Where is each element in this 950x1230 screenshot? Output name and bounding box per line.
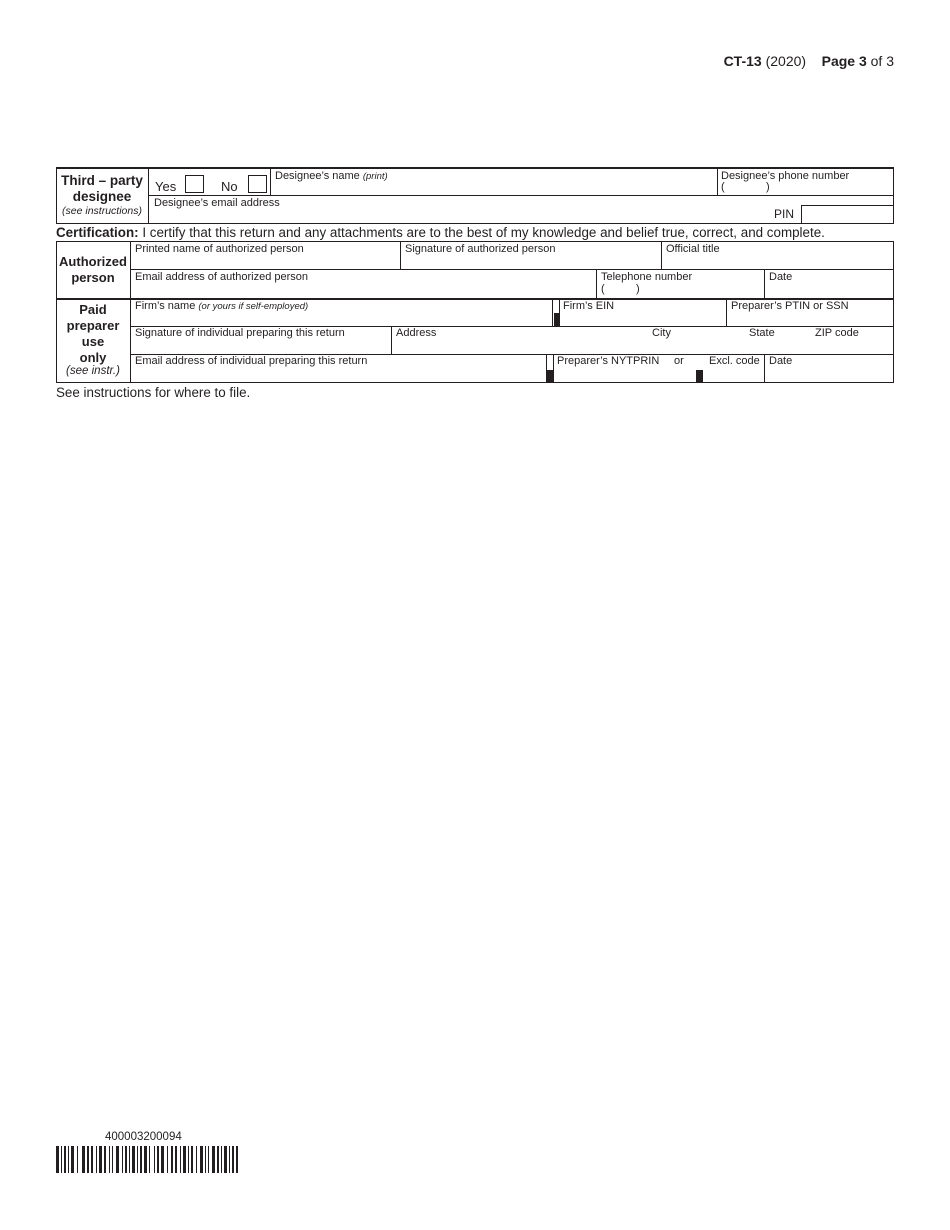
divider	[559, 300, 560, 326]
designee-note: (see instructions)	[62, 205, 142, 217]
preparer-title: Paid preparer use only	[66, 302, 120, 365]
official-title-label: Official title	[666, 243, 720, 255]
phone-open-paren: (	[721, 181, 725, 193]
designee-phone-field[interactable]	[719, 183, 892, 194]
designee-phone-label: Designee’s phone number	[721, 170, 850, 182]
form-id: CT-13	[723, 53, 762, 69]
zip-label: ZIP code	[815, 327, 859, 339]
divider	[764, 269, 765, 298]
authorized-email-field[interactable]	[132, 284, 594, 296]
or-label: or	[674, 355, 684, 367]
divider	[56, 223, 894, 224]
preparer-email-label: Email address of individual preparing this return	[135, 355, 368, 367]
preparer-signature-field[interactable]	[132, 340, 389, 353]
divider	[717, 167, 718, 195]
address-label: Address	[396, 327, 437, 339]
divider	[661, 241, 662, 269]
authorized-signature-field[interactable]	[402, 256, 659, 268]
divider	[553, 354, 554, 382]
field-marker	[696, 370, 703, 382]
designee-no-checkbox[interactable]	[248, 175, 267, 193]
preparer-date-field[interactable]	[766, 368, 892, 381]
telephone-label: Telephone number	[601, 271, 693, 283]
designee-email-label: Designee’s email address	[154, 197, 280, 209]
divider	[552, 300, 553, 326]
telephone-field[interactable]	[598, 284, 762, 296]
divider	[764, 354, 765, 382]
designee-email-field[interactable]	[150, 210, 760, 222]
firm-ein-field[interactable]	[561, 313, 724, 325]
yes-label: Yes	[155, 179, 177, 194]
authorized-date-label: Date	[769, 271, 793, 283]
divider	[726, 300, 727, 326]
printed-name-label: Printed name of authorized person	[135, 243, 304, 255]
divider	[130, 269, 894, 270]
ptin-label: Preparer’s PTIN or SSN	[731, 300, 849, 312]
divider	[148, 195, 894, 196]
preparer-date-label: Date	[769, 355, 793, 367]
page-header	[724, 53, 894, 69]
authorized-signature-label: Signature of authorized person	[405, 243, 556, 255]
authorized-title: Authorized person	[59, 254, 127, 285]
official-title-field[interactable]	[663, 256, 892, 268]
designee-title: Third – party designee	[61, 173, 143, 204]
no-label: No	[221, 179, 238, 194]
ptin-field[interactable]	[728, 313, 892, 325]
certification-text: I certify that this return and any attachments are to the best of my knowledge and belief true, correct, and complete.	[138, 225, 825, 240]
nytprin-field[interactable]	[555, 368, 694, 381]
firm-ein-label: Firm’s EIN	[563, 300, 615, 312]
page-total: of 3	[870, 53, 894, 69]
certification-statement	[56, 225, 825, 240]
divider	[400, 241, 401, 269]
tel-close-paren: )	[636, 283, 640, 295]
designee-name-label: Designee’s name (print)	[275, 170, 388, 182]
preparer-signature-label: Signature of individual preparing this return	[135, 327, 345, 339]
printed-name-field[interactable]	[132, 256, 398, 268]
preparer-email-field[interactable]	[132, 368, 544, 381]
authorized-date-field[interactable]	[766, 284, 892, 296]
preparer-address-field[interactable]	[393, 340, 892, 353]
divider	[56, 382, 894, 383]
page-number: Page 3	[821, 53, 867, 69]
excl-code-label: Excl. code	[709, 355, 760, 367]
excl-code-field[interactable]	[705, 368, 762, 381]
phone-close-paren: )	[766, 181, 770, 193]
divider	[130, 241, 131, 383]
certification-lead: Certification:	[56, 225, 139, 240]
firm-name-label: Firm’s name (or yours if self-employed)	[135, 300, 309, 312]
field-marker	[546, 370, 553, 382]
state-label: State	[749, 327, 775, 339]
preparer-note: (see instr.)	[66, 365, 120, 377]
divider	[56, 241, 894, 242]
divider	[56, 167, 894, 169]
firm-name-field[interactable]	[132, 313, 550, 325]
divider	[596, 269, 597, 298]
divider	[893, 241, 894, 383]
nytprin-label: Preparer’s NYTPRIN	[557, 355, 660, 367]
city-label: City	[652, 327, 671, 339]
barcode-number: 400003200094	[105, 1131, 182, 1143]
divider	[391, 326, 392, 354]
divider	[270, 167, 271, 195]
authorized-email-label: Email address of authorized person	[135, 271, 309, 283]
filing-instructions-note: See instructions for where to file.	[56, 385, 251, 400]
designee-name-field[interactable]	[272, 183, 715, 194]
form-year: (2020)	[765, 53, 807, 69]
designee-pin-field[interactable]	[801, 205, 894, 224]
tel-open-paren: (	[601, 283, 605, 295]
designee-yes-checkbox[interactable]	[185, 175, 204, 193]
barcode	[56, 1146, 238, 1173]
pin-label: PIN	[774, 207, 795, 221]
